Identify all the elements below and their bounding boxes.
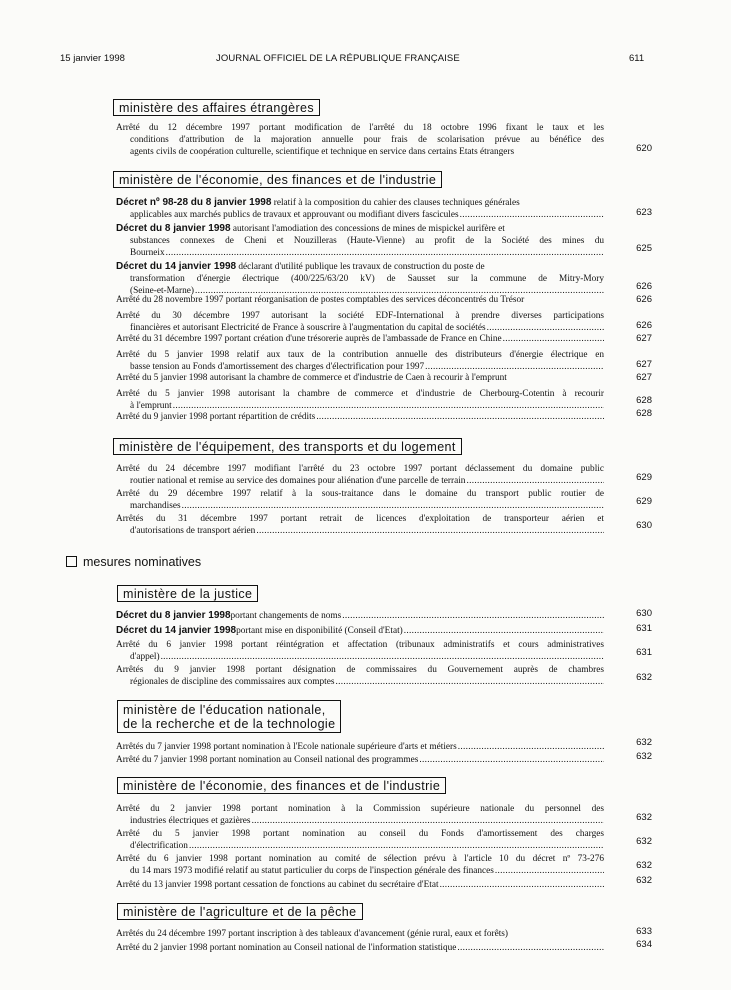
entry-25: Arrêtés du 24 décembre 1997 portant inscription à des tableaux d'avancement (génie rural, eaux et forêts) bbox=[116, 929, 508, 939]
entry-19: Arrêtés du 7 janvier 1998 portant nomination à l'Ecole nationale supérieure d'arts et métiers ..... bbox=[116, 741, 604, 753]
entry-14-page: 630 bbox=[636, 520, 652, 531]
entry-15-page: 630 bbox=[636, 608, 652, 619]
entry-09-page: 627 bbox=[636, 372, 652, 383]
entry-19-page: 632 bbox=[636, 737, 652, 748]
entry-12: Arrêté du 24 décembre 1997 modifiant l'arrêté du 23 octobre 1997 portant déclassement du domaine public routier national et remise au service des domaines pour aliénation d'une parcelle de terrain ..... bbox=[116, 463, 604, 487]
ministry-heading-economie-2: ministère de l'économie, des finances et de l'industrie bbox=[117, 777, 446, 794]
checkbox-square-icon bbox=[66, 556, 77, 567]
entry-04-page: 626 bbox=[636, 281, 652, 292]
entry-13-page: 629 bbox=[636, 496, 652, 507]
entry-11: Arrêté du 9 janvier 1998 portant répartition de crédits ..... bbox=[116, 411, 604, 423]
entry-07: Arrêté du 31 décembre 1997 portant création d'une trésorerie auprès de l'ambassade de France en Chine ..... bbox=[116, 333, 604, 345]
entry-25-page: 633 bbox=[636, 926, 652, 937]
entry-03-page: 625 bbox=[636, 243, 652, 254]
entry-26-page: 634 bbox=[636, 939, 652, 950]
entry-26: Arrêté du 2 janvier 1998 portant nomination au Conseil national de l'information statistique ..... bbox=[116, 942, 604, 954]
ministry-heading-agriculture: ministère de l'agriculture et de la pêche bbox=[117, 903, 363, 920]
entry-24: Arrêté du 13 janvier 1998 portant cessation de fonctions au cabinet du secrétaire d'Etat ..... bbox=[116, 879, 604, 891]
ministry-heading-affaires-etrangeres: ministère des affaires étrangères bbox=[113, 99, 320, 116]
entry-15: Décret du 8 janvier 1998 portant changements de noms ..... bbox=[116, 610, 604, 622]
ministry-heading-economie: ministère de l'économie, des finances et de l'industrie bbox=[113, 171, 442, 188]
entry-10-page: 628 bbox=[636, 395, 652, 406]
entry-24-page: 632 bbox=[636, 875, 652, 886]
entry-22-page: 632 bbox=[636, 836, 652, 847]
entry-02: Décret nº 98-28 du 8 janvier 1998 relatif à la composition du cahier des clauses techniques générales applicables aux marchés publics de travaux et approuvant ou modifiant divers fascicules ..... bbox=[116, 197, 604, 221]
entry-20: Arrêté du 7 janvier 1998 portant nomination au Conseil national des programmes ..... bbox=[116, 754, 604, 766]
entry-04: Décret du 14 janvier 1998 déclarant d'utilité publique les travaux de construction du poste de transformation d'énergie électrique (400/225/63/20 kV) de Sausset sur la commune de Mitry-Mory (Seine-et-Marne) ..... bbox=[116, 261, 604, 297]
ministry-heading-justice: ministère de la justice bbox=[117, 585, 258, 602]
entry-16: Décret du 14 janvier 1998 portant mise en disponibilité (Conseil d'Etat) ..... bbox=[116, 625, 604, 637]
entry-17-page: 631 bbox=[636, 647, 652, 658]
header-date: 15 janvier 1998 bbox=[60, 53, 125, 64]
header-page-number: 611 bbox=[629, 53, 645, 64]
section-mesures-nominatives: mesures nominatives bbox=[66, 555, 201, 569]
entry-10: Arrêté du 5 janvier 1998 autorisant la chambre de commerce et d'industrie de Cherbourg-Cotentin à recourir à l'emprunt ..... bbox=[116, 388, 604, 412]
entry-05-page: 626 bbox=[636, 294, 652, 305]
entry-14: Arrêtés du 31 décembre 1997 portant retrait de licences d'exploitation de transporteur aérien et d'autorisations de transport aérien ..... bbox=[116, 513, 604, 537]
entry-11-page: 628 bbox=[636, 408, 652, 419]
entry-21-page: 632 bbox=[636, 812, 652, 823]
entry-23-page: 632 bbox=[636, 860, 652, 871]
entry-16-page: 631 bbox=[636, 623, 652, 634]
entry-06-page: 626 bbox=[636, 320, 652, 331]
entry-07-page: 627 bbox=[636, 333, 652, 344]
entry-08-page: 627 bbox=[636, 359, 652, 370]
entry-02-page: 623 bbox=[636, 207, 652, 218]
entry-17: Arrêté du 6 janvier 1998 portant réintégration et affectation (tribunaux administratifs et cours administratives d'appel) ..... bbox=[116, 639, 604, 663]
ministry-heading-education: ministère de l'éducation nationale, de la recherche et de la technologie bbox=[117, 700, 341, 733]
header-title: JOURNAL OFFICIEL DE LA RÉPUBLIQUE FRANÇAISE bbox=[216, 53, 460, 64]
entry-05: Arrêté du 28 novembre 1997 portant réorganisation de postes comptables des services déconcentrés du Trésor bbox=[116, 295, 525, 305]
entry-09: Arrêté du 5 janvier 1998 autorisant la chambre de commerce et d'industrie de Caen à recourir à l'emprunt bbox=[116, 373, 507, 383]
entry-20-page: 632 bbox=[636, 751, 652, 762]
entry-08: Arrêté du 5 janvier 1998 relatif aux taux de la contribution annuelle des distributeurs d'énergie électrique en basse tension au Fonds d'amortissement des charges d'électrification pour 1997 ..... bbox=[116, 349, 604, 373]
entry-21: Arrêté du 2 janvier 1998 portant nomination à la Commission supérieure nationale du personnel des industries électriques et gazières ..... bbox=[116, 803, 604, 827]
entry-01: Arrêté du 12 décembre 1997 portant modification de l'arrêté du 18 octobre 1996 fixant le taux et les conditions d'attribution de la majoration annuelle pour frais de scolarisation prévue au bénéfice des agents civils de coopération culturelle, scientifique et technique en service dans certains Etats étrangers bbox=[116, 123, 604, 157]
entry-18-page: 632 bbox=[636, 672, 652, 683]
ministry-heading-equipement: ministère de l'équipement, des transports et du logement bbox=[113, 438, 462, 455]
entry-12-page: 629 bbox=[636, 472, 652, 483]
entry-01-page: 620 bbox=[636, 143, 652, 154]
entry-23: Arrêté du 6 janvier 1998 portant nomination au comité de sélection prévu à l'article 10 du décret nº 73-276 du 14 mars 1973 modifié relatif au statut particulier du corps de l'inspection générale des finances ..... bbox=[116, 853, 604, 877]
entry-18: Arrêtés du 9 janvier 1998 portant désignation de commissaires du Gouvernement auprès de chambres régionales de discipline des commissaires aux comptes ..... bbox=[116, 664, 604, 688]
entry-03: Décret du 8 janvier 1998 autorisant l'amodiation des concessions de mines de mispickel aurifère et substances connexes de Cheni et Nouzilleras (Haute-Vienne) au profit de la Société des mines du Bourneix ..... bbox=[116, 223, 604, 259]
entry-22: Arrêté du 5 janvier 1998 portant nomination au conseil du Fonds d'amortissement des charges d'électrification ..... bbox=[116, 828, 604, 852]
entry-06: Arrêté du 30 décembre 1997 autorisant la société EDF-International à prendre diverses participations financières et autorisant Electricité de France à souscrire à l'augmentation du capital de sociétés ..... bbox=[116, 310, 604, 334]
entry-13: Arrêté du 29 décembre 1997 relatif à la sous-traitance dans le domaine du transport public routier de marchandises ..... bbox=[116, 488, 604, 512]
